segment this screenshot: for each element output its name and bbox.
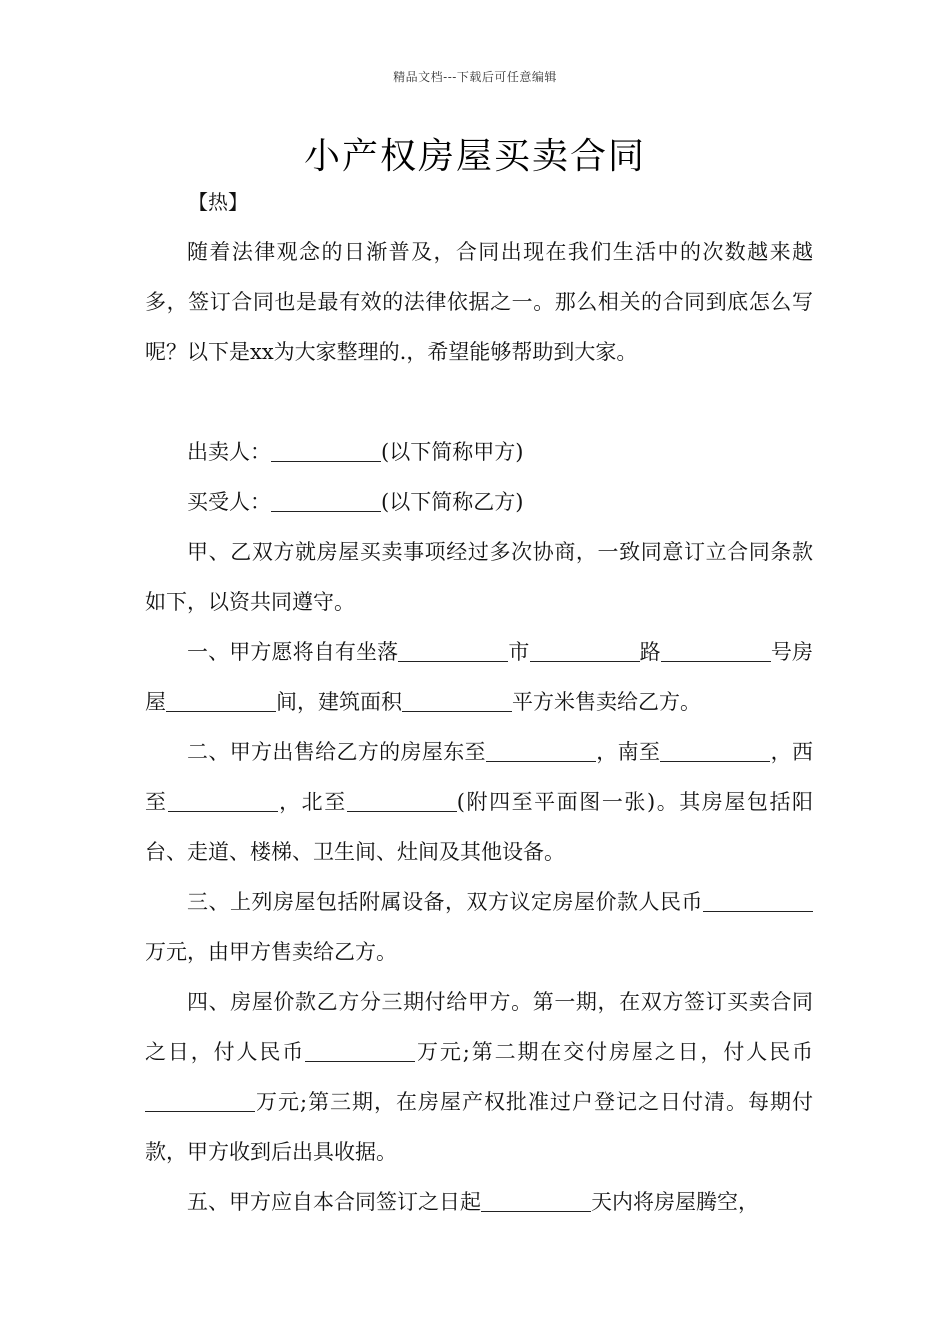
clause-1-blank-road (661, 639, 771, 662)
clause-1-blank-city (530, 639, 640, 662)
buyer-suffix: (以下简称乙方) (381, 490, 524, 514)
buyer-line (145, 477, 813, 527)
paragraph-gap (145, 377, 813, 427)
clause-4 (145, 977, 813, 1177)
clause-4-blank-first (305, 1039, 415, 1062)
clause-1-blank-area (402, 689, 512, 712)
clause-3-blank-price (703, 889, 813, 912)
seller-blank (271, 439, 381, 462)
clause-2-text-e: (附四至平面图一张)。其房屋包括阳台、走道、楼梯、卫生间、灶间及其他设备。 (145, 790, 814, 864)
clause-1-blank-rooms (166, 689, 276, 712)
seller-suffix: (以下简称甲方) (381, 440, 524, 464)
page-header: 精品文档---下载后可任意编辑 (393, 70, 557, 84)
preamble-paragraph: 甲、乙双方就房屋买卖事项经过多次协商，一致同意订立合同条款如下，以资共同遵守。 (145, 540, 813, 614)
document-body (145, 227, 813, 1227)
clause-1-blank-location (398, 639, 508, 662)
buyer-blank (271, 489, 381, 512)
clause-2-text-a: 二、甲方出售给乙方的房屋东至 (187, 740, 486, 764)
clause-5-text-a: 五、甲方应自本合同签订之日起 (187, 1190, 481, 1214)
clause-2-blank-north (347, 789, 457, 812)
hot-tag: 【热】 (188, 190, 248, 214)
clause-1 (145, 627, 813, 727)
clause-3-text-a: 三、上列房屋包括附属设备，双方议定房屋价款人民币 (187, 890, 703, 914)
document-title: 小产权房屋买卖合同 (303, 136, 646, 177)
clause-3-text-b: 万元，由甲方售卖给乙方。 (145, 940, 397, 964)
clause-2-text-d: ，北至 (277, 790, 347, 814)
clause-5-text-b: 天内将房屋腾空， (591, 1190, 759, 1214)
clause-4-text-c: 万元;第三期，在房屋产权批准过户登记之日付清。每期付款，甲方收到后出具收据。 (145, 1090, 813, 1164)
clause-4-text-a: 四、房屋价款乙方分三期付给甲方。第一期，在双方签订买卖合同之日，付人民币 (145, 990, 813, 1064)
seller-label: 出卖人： (187, 440, 271, 464)
clause-1-text-d: 号房屋 (145, 640, 813, 714)
clause-2-blank-east (486, 739, 596, 762)
clause-4-blank-second (145, 1089, 255, 1112)
clause-3 (145, 877, 813, 977)
buyer-label: 买受人： (187, 490, 271, 514)
intro-paragraph: 随着法律观念的日渐普及，合同出现在我们生活中的次数越来越多，签订合同也是最有效的法律依据之一。那么相关的合同到底怎么写呢？以下是xx为大家整理的.，希望能够帮助到大家。 (145, 240, 813, 364)
clause-1-text-b: 市 (508, 640, 530, 664)
seller-line (145, 427, 813, 477)
clause-2-text-c: ，西至 (145, 740, 814, 814)
clause-1-text-a: 一、甲方愿将自有坐落 (187, 640, 399, 664)
clause-2 (145, 727, 813, 877)
clause-1-text-f: 平方米售卖给乙方。 (512, 690, 701, 714)
clause-2-blank-west (168, 789, 278, 812)
clause-1-text-c: 路 (639, 640, 661, 664)
clause-5-blank-days (481, 1189, 591, 1212)
clause-2-text-b: ，南至 (595, 740, 661, 764)
clause-1-text-e: 间，建筑面积 (276, 690, 402, 714)
clause-2-blank-south (660, 739, 770, 762)
clause-5 (145, 1177, 813, 1227)
clause-4-text-b: 万元;第二期在交付房屋之日，付人民币 (415, 1040, 813, 1064)
